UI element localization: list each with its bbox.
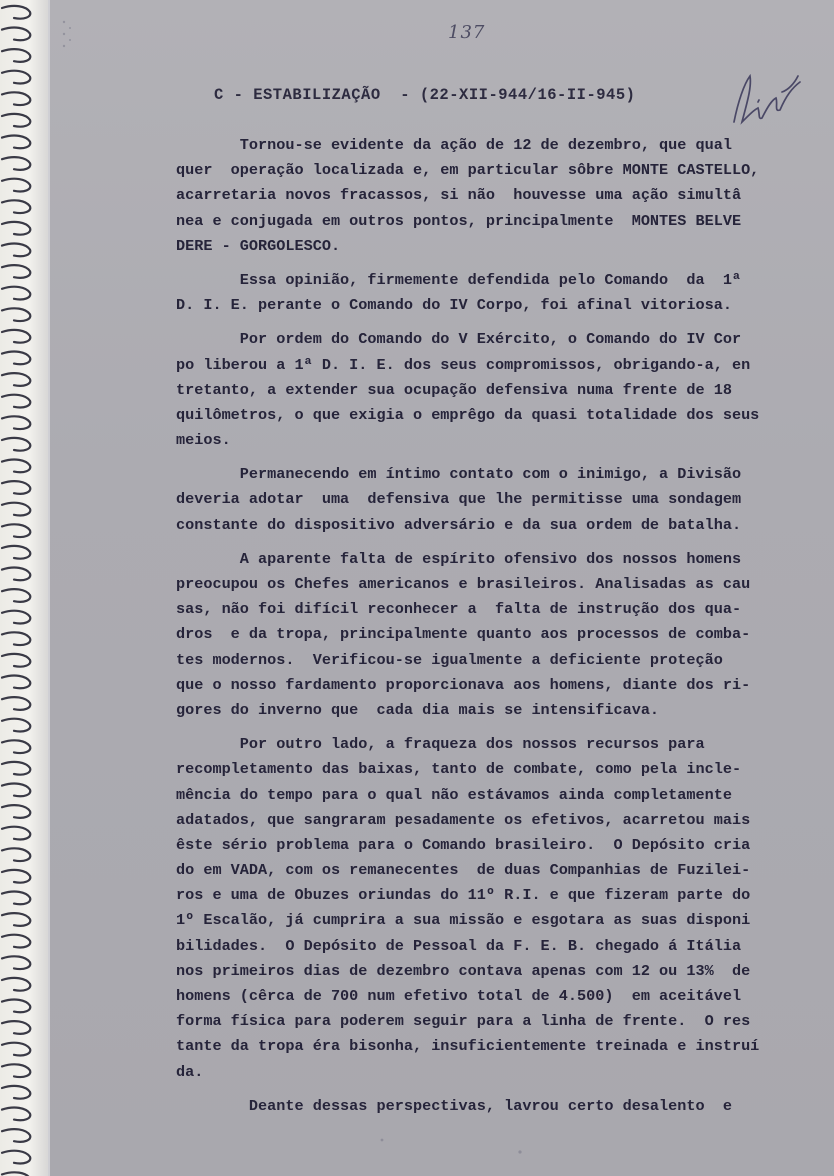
- text-line: tante da tropa éra bisonha, insuficientemente treinada e instruí: [176, 1037, 760, 1056]
- paragraph-3: [176, 462, 824, 538]
- spiral-ring-34: [2, 740, 30, 753]
- spiral-ring-47: [2, 1021, 30, 1034]
- paragraph-2: [176, 327, 824, 453]
- spiral-ring-9: [2, 200, 30, 213]
- spiral-ring-15: [2, 330, 30, 343]
- spiral-ring-44: [2, 956, 30, 969]
- text-line: Essa opinião, firmemente defendida pelo Comando da 1ª: [176, 270, 742, 289]
- spiral-ring-31: [2, 676, 30, 689]
- text-line: constante do dispositivo adversário e da sua ordem de batalha.: [176, 515, 742, 534]
- spiral-ring-46: [2, 1000, 30, 1013]
- text-line: sas, não foi difícil reconhecer a falta de instrução dos qua-: [176, 600, 742, 619]
- text-line: do em VADA, com os remanecentes de duas Companhias de Fuzilei-: [176, 861, 751, 880]
- spiral-rings: [0, 0, 48, 1176]
- text-line: mência do tempo para o qual não estávamos ainda completamente: [176, 785, 732, 804]
- spiral-ring-42: [2, 913, 30, 926]
- spiral-ring-18: [2, 395, 30, 408]
- paragraph-gap: [176, 453, 824, 462]
- spiral-ring-10: [2, 222, 30, 235]
- text-line: 1º Escalão, já cumprira a sua missão e esgotara as suas disponi: [176, 911, 751, 930]
- spiral-ring-40: [2, 870, 30, 883]
- spiral-ring-32: [2, 697, 30, 710]
- spiral-ring-35: [2, 762, 30, 775]
- text-line: Por ordem do Comando do V Exército, o Comando do IV Cor: [176, 330, 742, 349]
- spiral-ring-16: [2, 352, 30, 365]
- text-line: Por outro lado, a fraqueza dos nossos recursos para: [176, 735, 705, 754]
- spiral-ring-53: [2, 1151, 30, 1164]
- page-number: 137: [448, 22, 486, 43]
- spiral-ring-13: [2, 287, 30, 300]
- text-line: homens (cêrca de 700 num efetivo total de 4.500) em aceitável: [176, 987, 742, 1005]
- text-line: tretanto, a extender sua ocupação defensiva numa frente de 18: [176, 380, 732, 399]
- spiral-ring-52: [2, 1129, 30, 1142]
- text-line: deveria adotar uma defensiva que lhe permitisse uma sondagem: [176, 490, 742, 509]
- spiral-ring-48: [2, 1043, 30, 1056]
- spiral-ring-17: [2, 373, 30, 386]
- spiral-ring-11: [2, 244, 30, 257]
- paragraph-gap: [176, 723, 824, 732]
- spiral-ring-23: [2, 503, 30, 516]
- spiral-ring-25: [2, 546, 30, 559]
- text-line: ros e uma de Obuzes oriundas do 11º R.I. e que fizeram parte do: [176, 886, 751, 905]
- text-line: êste sério problema para o Comando brasileiro. O Depósito cria: [176, 835, 751, 854]
- text-line: da.: [176, 1062, 204, 1081]
- text-line: A aparente falta de espírito ofensivo dos nossos homens: [176, 549, 742, 568]
- paragraph-gap: [176, 538, 824, 547]
- paragraph-5: [176, 732, 824, 1085]
- spiral-ring-0: [2, 6, 30, 19]
- spiral-ring-33: [2, 719, 30, 732]
- text-line: preocupou os Chefes americanos e brasileiros. Analisadas as cau: [176, 575, 751, 593]
- text-line: meios.: [176, 431, 231, 450]
- spiral-ring-7: [2, 157, 30, 170]
- spiral-ring-36: [2, 784, 30, 797]
- spiral-ring-27: [2, 589, 30, 602]
- spiral-ring-8: [2, 179, 30, 192]
- paragraph-0: [176, 133, 824, 259]
- spiral-ring-43: [2, 935, 30, 948]
- spiral-ring-50: [2, 1086, 30, 1099]
- spiral-ring-2: [2, 49, 30, 62]
- text-line: quilômetros, o que exigia o emprêgo da quasi totalidade dos seus: [176, 405, 760, 424]
- spiral-ring-39: [2, 848, 30, 861]
- spiral-ring-4: [2, 92, 30, 105]
- paragraph-gap: [176, 259, 824, 268]
- text-line: dros e da tropa, principalmente quanto aos processos de comba-: [176, 625, 751, 644]
- spiral-ring-26: [2, 568, 30, 581]
- spiral-ring-37: [2, 805, 30, 818]
- spiral-ring-21: [2, 460, 30, 473]
- text-line: quer operação localizada e, em particular sôbre MONTE CASTELLO,: [176, 161, 760, 180]
- paragraph-gap: [176, 318, 824, 327]
- paragraph-6: [176, 1094, 824, 1119]
- spiral-ring-3: [2, 71, 30, 84]
- spiral-ring-49: [2, 1064, 30, 1077]
- spiral-ring-24: [2, 524, 30, 537]
- text-line: nea e conjugada em outros pontos, principalmente MONTES BELVE: [176, 211, 742, 230]
- spiral-ring-51: [2, 1108, 30, 1121]
- handwritten-signature: [728, 62, 820, 139]
- spiral-ring-29: [2, 632, 30, 645]
- text-line: acarretaria novos fracassos, si não houvesse uma ação simultâ: [176, 186, 742, 205]
- spiral-ring-41: [2, 892, 30, 905]
- spiral-ring-20: [2, 438, 30, 451]
- text-line: gores do inverno que cada dia mais se intensificava.: [176, 700, 660, 719]
- text-line: po liberou a 1ª D. I. E. dos seus compromissos, obrigando-a, en: [176, 355, 751, 374]
- spiral-binding: [0, 0, 50, 1176]
- text-line: que o nosso fardamento proporcionava aos homens, diante dos ri-: [176, 675, 751, 694]
- section-heading: C - ESTABILIZAÇÃO - (22-XII-944/16-II-945): [214, 86, 636, 104]
- text-line: Permanecendo em íntimo contato com o inimigo, a Divisão: [176, 465, 742, 484]
- paragraph-4: [176, 547, 824, 723]
- spiral-ring-14: [2, 308, 30, 321]
- spiral-ring-19: [2, 416, 30, 429]
- spiral-ring-5: [2, 114, 30, 127]
- text-line: DERE - GORGOLESCO.: [176, 236, 341, 255]
- text-line: nos primeiros dias de dezembro contava apenas com 12 ou 13% de: [176, 961, 751, 980]
- text-line: Tornou-se evidente da ação de 12 de dezembro, que qual: [176, 136, 732, 154]
- spiral-ring-30: [2, 654, 30, 667]
- text-line: recompletamento das baixas, tanto de combate, como pela incle-: [176, 760, 742, 779]
- spiral-ring-28: [2, 611, 30, 624]
- text-line: Deante dessas perspectivas, lavrou certo desalento e: [176, 1096, 732, 1115]
- spiral-ring-22: [2, 481, 30, 494]
- text-line: forma física para poderem seguir para a linha de frente. O res: [176, 1012, 751, 1031]
- text-line: bilidades. O Depósito de Pessoal da F. E. B. chegado á Itália: [176, 936, 742, 955]
- spiral-ring-12: [2, 265, 30, 278]
- text-line: D. I. E. perante o Comando do IV Corpo, foi afinal vitoriosa.: [176, 296, 732, 315]
- spiral-ring-6: [2, 136, 30, 149]
- spiral-ring-1: [2, 28, 30, 41]
- paragraph-gap: [176, 1085, 824, 1094]
- paragraph-1: [176, 268, 824, 318]
- document-body: [176, 133, 824, 1119]
- spiral-ring-38: [2, 827, 30, 840]
- text-line: adatados, que sangraram pesadamente os efetivos, acarretou mais: [176, 810, 751, 829]
- spiral-ring-54: [2, 1172, 30, 1176]
- spiral-ring-45: [2, 978, 30, 991]
- text-line: tes modernos. Verificou-se igualmente a deficiente proteção: [176, 650, 723, 669]
